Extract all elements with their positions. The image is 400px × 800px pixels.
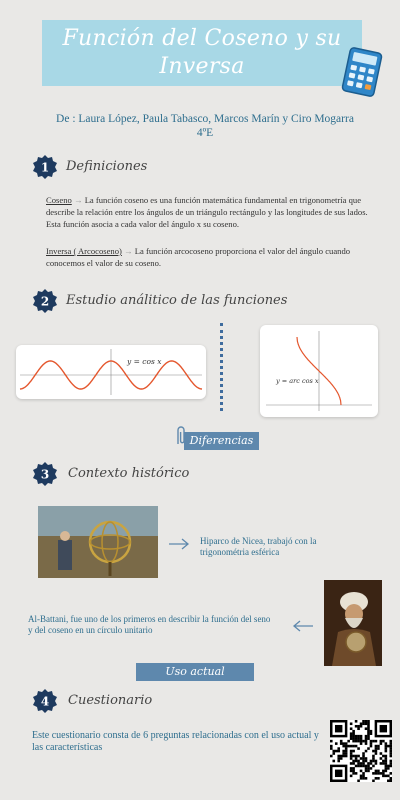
- definition-coseno: [46, 194, 381, 230]
- section-3-badge: [32, 461, 58, 487]
- arrow-right-icon: →: [124, 246, 135, 256]
- hiparco-painting: [38, 506, 158, 578]
- definition-inversa-text: La función arcocoseno proporciona el valor del ángulo cuando conocemos el valor de su coseno.: [46, 246, 351, 268]
- divider-dotted: [220, 323, 223, 411]
- arrow-right-icon: [168, 538, 190, 550]
- page-title: Función del Coseno y su Inversa: [62, 26, 342, 79]
- section-3-number: 3: [40, 467, 50, 482]
- definition-inversa: [46, 245, 381, 269]
- authors-names: De : Laura López, Paula Tabasco, Marcos Marín y Ciro Mogarra: [56, 113, 354, 125]
- arccos-graph-card: [260, 325, 378, 417]
- hiparco-text: Hiparco de Nicea, trabajó con la trigonométria esférica: [200, 536, 317, 557]
- calculator-icon: [338, 46, 386, 98]
- section-3-title: Contexto histórico: [68, 466, 190, 481]
- section-1-number: 1: [40, 160, 50, 175]
- arccos-graph-label: y = arc cos x: [276, 377, 319, 385]
- section-1-badge: [32, 154, 58, 180]
- cos-graph-card: [16, 345, 206, 399]
- diferencias-label: Diferencias: [184, 432, 259, 450]
- definition-coseno-term: Coseno: [46, 195, 72, 205]
- arrow-left-icon: [292, 620, 314, 632]
- title-banner: [42, 20, 362, 86]
- section-4-title: Cuestionario: [68, 693, 153, 708]
- cos-graph-label: y = cos x: [127, 357, 162, 366]
- paperclip-icon: [174, 424, 188, 446]
- section-4-badge: [32, 688, 58, 714]
- quiz-text: Este cuestionario consta de 6 preguntas relacionadas con el uso actual y las características: [32, 730, 319, 753]
- battani-text: Al-Battani, fue uno de los primeros en describir la función del seno y del coseno en un círculo unitario: [28, 614, 271, 635]
- battani-portrait: [324, 580, 382, 666]
- definition-coseno-text: La función coseno es una función matemática fundamental en trigonometría que describe la relación entre los ángulos de un triángulo rectángulo y las longitudes de sus lados. Esta función asocia a cada valor del ángulo x su coseno.: [46, 195, 368, 229]
- section-4-number: 4: [40, 694, 50, 709]
- arccos-graph: [260, 325, 378, 417]
- arrow-right-icon: →: [73, 195, 85, 205]
- definition-inversa-term: Inversa ( Arcocoseno): [46, 246, 122, 256]
- cos-graph: [16, 345, 206, 399]
- authors-grade: 4ºE: [196, 127, 214, 139]
- section-2-title: Estudio análitico de las funciones: [66, 293, 288, 308]
- section-1-title: Definiciones: [66, 159, 148, 174]
- uso-actual-label: Uso actual: [136, 663, 254, 681]
- qr-code-icon[interactable]: [330, 720, 392, 782]
- authors-line: [30, 112, 380, 140]
- section-2-badge: [32, 288, 58, 314]
- section-2-number: 2: [40, 294, 50, 309]
